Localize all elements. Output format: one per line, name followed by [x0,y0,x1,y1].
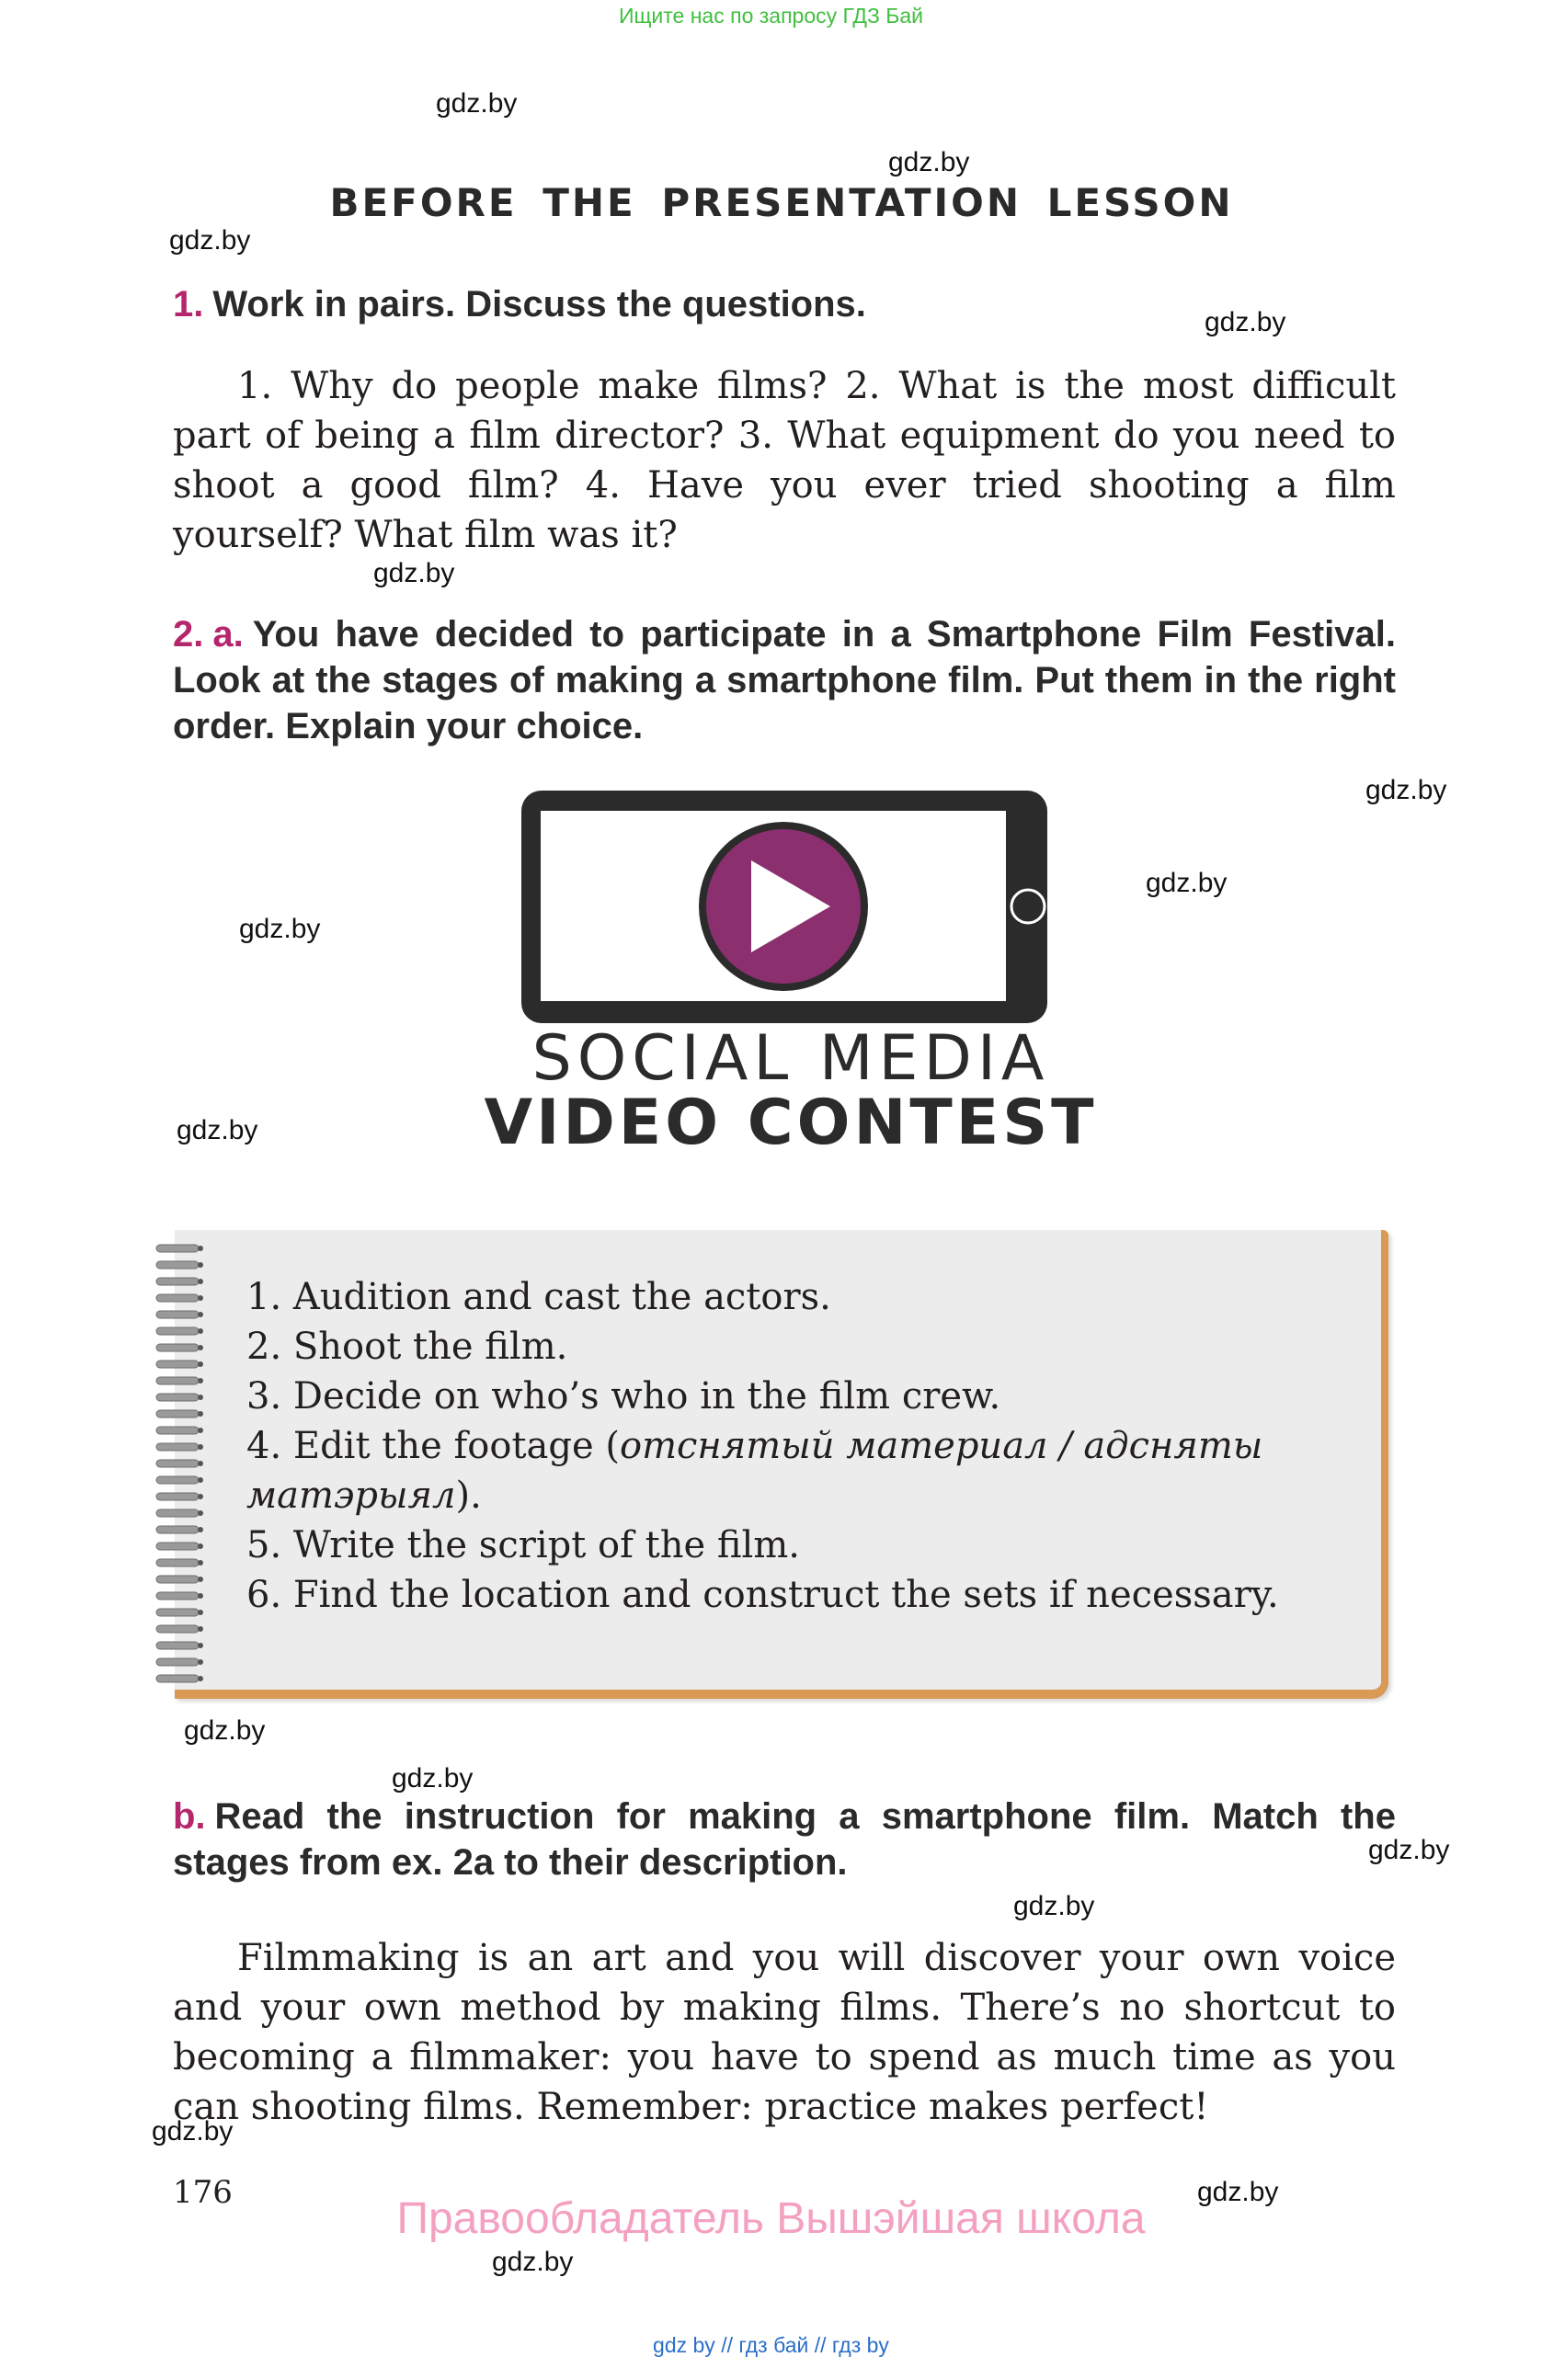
task-2b-instruction [173,1794,1396,1885]
task-1-instruction-text: Work in pairs. Discuss the questions. [212,284,866,325]
stages-list [246,1272,1350,1620]
stage-item-text: ). [455,1475,482,1517]
spiral-ring [156,1675,199,1682]
copyright-notice: Правообладатель Вышэйшая школа [396,2194,1146,2243]
spiral-ring [156,1576,199,1583]
watermark: gdz.by [1205,307,1286,337]
spiral-ring [156,1592,199,1600]
spiral-ring [156,1476,199,1484]
spiral-ring [156,1394,199,1401]
spiral-hole [198,1262,203,1268]
spiral-hole [198,1395,203,1400]
spiral-hole [198,1312,203,1317]
spiral-hole [198,1676,203,1681]
watermark: gdz.by [169,225,251,256]
spiral-ring [156,1460,199,1467]
task-2a-instruction-text: You have decided to participate in a Smartphone Film Festival. Look at the stages of making a smartphone film. Put them in the right order. Explain your choice. [173,614,1396,746]
spiral-hole [198,1626,203,1632]
spiral-hole [198,1345,203,1350]
top-search-banner: Ищите нас по запросу ГДЗ Бай [618,4,924,28]
spiral-hole [198,1593,203,1599]
stage-item: 6. Find the location and construct the sets if necessary. [246,1574,1279,1616]
spiral-binding-icon [147,1237,211,1688]
stage-item [246,1471,1350,1520]
task-2a-instruction [173,611,1396,749]
spiral-hole [198,1610,203,1615]
spiral-ring [156,1344,199,1351]
watermark: gdz.by [152,2116,234,2147]
task-1-questions-text: 1. Why do people make films? 2. What is the most difficult part of being a film director? 3. What equipment do you need to shoot a good film? 4. Have you ever tried shooting a film yourself? What film was it? [173,365,1396,556]
video-contest-logo [432,791,1149,1163]
page-number: 176 [173,2174,233,2211]
spiral-ring [156,1625,199,1633]
spiral-ring [156,1526,199,1533]
spiral-ring [156,1361,199,1368]
spiral-hole [198,1328,203,1334]
spiral-ring [156,1658,199,1666]
watermark: gdz.by [1365,775,1447,805]
footer-links[interactable]: gdz by // гдз бай // гдз by [653,2333,889,2357]
spiral-hole [198,1577,203,1582]
task-2b-text [173,1933,1396,2132]
spiral-hole [198,1246,203,1251]
logo-line-1: SOCIAL MEDIA [531,1022,1050,1095]
spiral-hole [198,1543,203,1549]
spiral-hole [198,1477,203,1483]
spiral-hole [198,1378,203,1384]
watermark: gdz.by [1368,1835,1450,1865]
spiral-hole [198,1643,203,1648]
spiral-hole [198,1510,203,1516]
task-2b-instruction-text: Read the instruction for making a smartphone film. Match the stages from ex. 2a to their description. [173,1796,1396,1883]
page-title: BEFORE THE PRESENTATION LESSON [329,180,1234,225]
spiral-hole [198,1444,203,1450]
watermark: gdz.by [492,2247,574,2277]
spiral-ring [156,1327,199,1335]
watermark: gdz.by [392,1763,474,1794]
watermark: gdz.by [436,88,518,119]
spiral-hole [198,1560,203,1566]
spiral-hole [198,1361,203,1367]
spiral-ring [156,1543,199,1550]
spiral-hole [198,1295,203,1301]
stage-item-translation: отснятый материал / адсняты [619,1425,1263,1467]
spiral-hole [198,1279,203,1284]
watermark: gdz.by [177,1115,258,1145]
spiral-ring [156,1311,199,1318]
spiral-ring [156,1642,199,1649]
spiral-ring [156,1278,199,1285]
task-2b-letter: b. [173,1796,206,1837]
spiral-ring [156,1377,199,1384]
spiral-hole [198,1494,203,1499]
stage-item: 1. Audition and cast the actors. [246,1276,831,1318]
spiral-hole [198,1428,203,1433]
watermark: gdz.by [373,558,455,588]
spiral-hole [198,1461,203,1466]
watermark: gdz.by [1197,2177,1279,2207]
spiral-hole [198,1527,203,1532]
stage-item-text: 4. Edit the footage ( [246,1425,620,1467]
task-2a-letter: a. [212,614,244,655]
stage-item: 3. Decide on who’s who in the film crew. [246,1375,1001,1418]
watermark: gdz.by [184,1715,266,1746]
spiral-ring [156,1261,199,1269]
stages-notebook [147,1230,1388,1699]
stage-item-translation: матэрыял [246,1475,456,1517]
task-1-questions [173,361,1396,560]
stage-item: 2. Shoot the film. [246,1326,568,1368]
watermark: gdz.by [1146,868,1228,898]
spiral-ring [156,1410,199,1418]
spiral-ring [156,1245,199,1252]
spiral-hole [198,1411,203,1417]
spiral-ring [156,1493,199,1500]
watermark: gdz.by [1013,1891,1095,1921]
spiral-ring [156,1559,199,1566]
spiral-ring [156,1443,199,1451]
task-1-instruction [173,281,1396,327]
task-1-number: 1. [173,284,204,325]
spiral-ring [156,1609,199,1616]
spiral-hole [198,1659,203,1665]
stage-item [246,1421,1350,1471]
stage-item: 5. Write the script of the film. [246,1524,800,1566]
watermark: gdz.by [888,147,970,177]
watermark: gdz.by [239,914,321,944]
spiral-ring [156,1427,199,1434]
task-2b-paragraph: Filmmaking is an art and you will discover your own voice and your own method by making films. There’s no shortcut to becoming a filmmaker: you have to spend as much time as you can shooting films. Remember: practice makes perfect! [173,1937,1396,2128]
task-2-number: 2. [173,614,204,655]
spiral-ring [156,1509,199,1517]
logo-line-2: VIDEO CONTEST [484,1087,1098,1159]
spiral-ring [156,1294,199,1302]
